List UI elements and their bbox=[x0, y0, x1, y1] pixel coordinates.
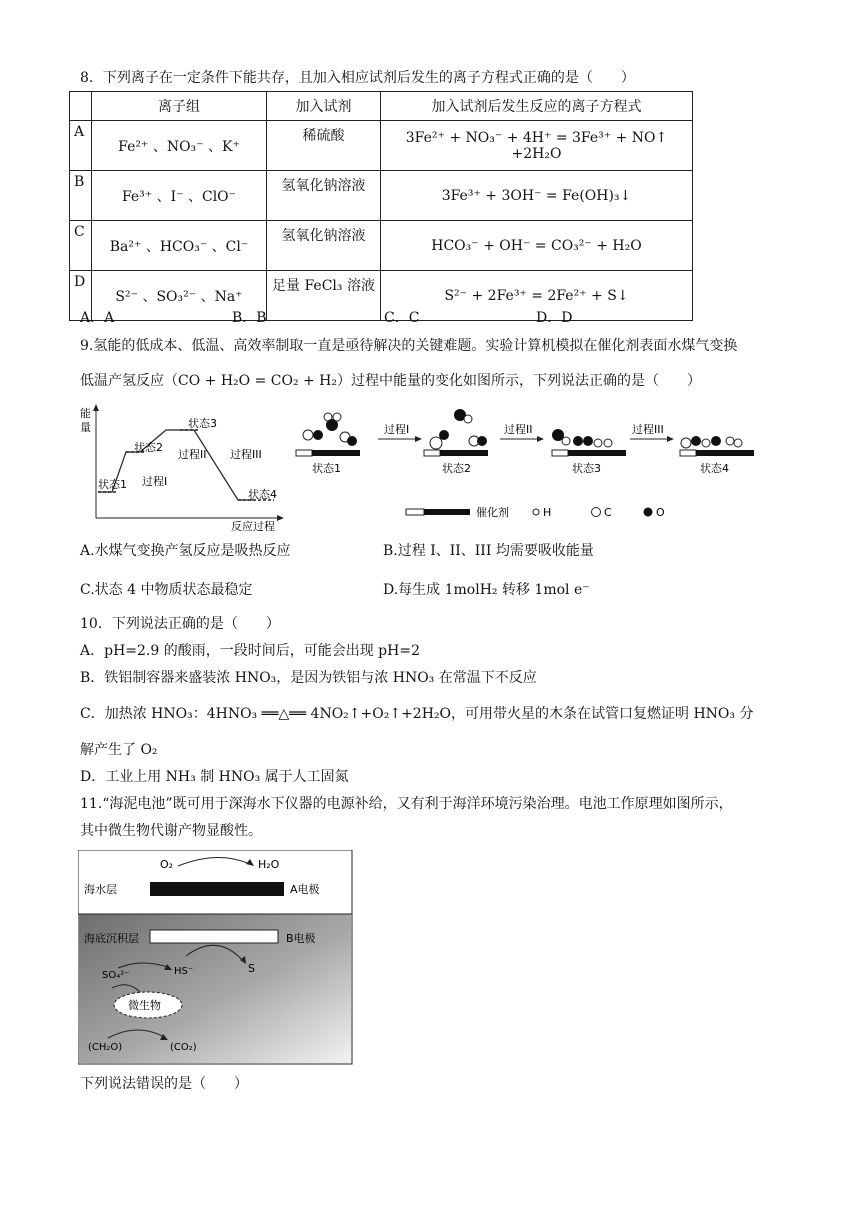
table-header-reagent: 加入试剂 bbox=[267, 92, 381, 121]
legend-catalyst: 催化剂 bbox=[476, 506, 509, 519]
q9-stem-line1: 9.氢能的低成本、低温、高效率制取一直是亟待解决的关键难题。实验计算机模拟在催化剂表面水煤气变换 bbox=[80, 338, 738, 354]
state2-illustration bbox=[424, 409, 488, 475]
legend bbox=[406, 505, 665, 519]
state2-label: 状态2 bbox=[134, 441, 163, 454]
q8-ion-table bbox=[69, 91, 693, 321]
arrow2-label: 过程II bbox=[504, 423, 533, 436]
q10-stem: 10．下列说法正确的是（ ） bbox=[80, 616, 280, 632]
legend-c: C bbox=[604, 506, 612, 519]
sea-mud-battery-diagram bbox=[78, 850, 353, 1065]
row-reagent: 氢氧化钠溶液 bbox=[267, 171, 381, 221]
row-reagent: 稀硫酸 bbox=[267, 121, 381, 171]
process1-label: 过程I bbox=[142, 475, 168, 488]
state4-label: 状态4 bbox=[248, 488, 277, 501]
h2o-label: H₂O bbox=[258, 858, 280, 871]
row-reagent: 足量 FeCl₃ 溶液 bbox=[267, 271, 381, 321]
q9-option-c: C.状态 4 中物质状态最稳定 bbox=[80, 582, 253, 598]
o2-label: O₂ bbox=[160, 858, 174, 871]
table-header-row bbox=[70, 92, 693, 121]
table-row bbox=[70, 221, 693, 271]
arrow3-label: 过程III bbox=[632, 423, 664, 436]
state2-caption: 状态2 bbox=[442, 462, 471, 475]
table-header-equation: 加入试剂后发生反应的离子方程式 bbox=[381, 92, 693, 121]
q10-option-b: B．铁铝制容器来盛装浓 HNO₃，是因为铁铝与浓 HNO₃ 在常温下不反应 bbox=[80, 670, 537, 686]
x-axis-label: 反应过程 bbox=[231, 520, 275, 533]
q8-option-d: D．D bbox=[536, 310, 573, 326]
q8-option-c: C．C bbox=[384, 310, 420, 326]
state3-illustration bbox=[552, 429, 626, 475]
state1-illustration bbox=[296, 413, 360, 475]
q8-stem: 8．下列离子在一定条件下能共存，且加入相应试剂后发生的离子方程式正确的是（ ） bbox=[80, 70, 635, 86]
sediment-label: 海底沉积层 bbox=[84, 932, 139, 945]
row-label: A bbox=[70, 121, 92, 171]
row-label: D bbox=[70, 271, 92, 321]
row-ions: Fe²⁺ 、NO₃⁻ 、K⁺ bbox=[92, 121, 267, 171]
energy-diagram bbox=[76, 400, 286, 535]
table-row bbox=[70, 271, 693, 321]
row-label: C bbox=[70, 221, 92, 271]
q9-option-a: A.水煤气变换产氢反应是吸热反应 bbox=[80, 543, 291, 559]
y-axis-label-1: 能 bbox=[80, 407, 91, 420]
row-reagent: 氢氧化钠溶液 bbox=[267, 221, 381, 271]
state3-caption: 状态3 bbox=[572, 462, 601, 475]
b-electrode-label: B电极 bbox=[286, 932, 316, 945]
state1-caption: 状态1 bbox=[312, 462, 341, 475]
q9-stem-line2: 低温产氢反应（CO + H₂O = CO₂ + H₂）过程中能量的变化如图所示，下列说法正确的是（ ） bbox=[80, 373, 702, 389]
row-ions: Ba²⁺ 、HCO₃⁻ 、Cl⁻ bbox=[92, 221, 267, 271]
state4-caption: 状态4 bbox=[700, 462, 729, 475]
state3-label: 状态3 bbox=[188, 417, 217, 430]
q8-option-b: B．B bbox=[232, 310, 267, 326]
row-ions: S²⁻ 、SO₃²⁻ 、Na⁺ bbox=[92, 271, 267, 321]
process3-label: 过程III bbox=[230, 448, 262, 461]
q10-option-d: D．工业上用 NH₃ 制 HNO₃ 属于人工固氮 bbox=[80, 769, 349, 785]
q11-stem-line2: 其中微生物代谢产物显酸性。 bbox=[80, 823, 262, 839]
q9-option-b: B.过程 I、II、III 均需要吸收能量 bbox=[383, 543, 594, 559]
q10-option-a: A．pH=2.9 的酸雨，一段时间后，可能会出现 pH=2 bbox=[80, 643, 420, 659]
so4-label: SO₄²⁻ bbox=[102, 970, 130, 981]
q10-option-c-line1: C．加热浓 HNO₃：4HNO₃ ══△══ 4NO₂↑+O₂↑+2H₂O，可用带火星的木条在试管口复燃证明 HNO₃ 分 bbox=[80, 706, 754, 722]
y-axis-label-2: 量 bbox=[80, 421, 91, 434]
legend-o: O bbox=[656, 506, 665, 519]
b-electrode bbox=[150, 930, 278, 943]
table-row bbox=[70, 121, 693, 171]
arrow1-label: 过程I bbox=[384, 423, 410, 436]
q8-option-a: A．A bbox=[80, 310, 115, 326]
row-equation: 3Fe²⁺ + NO₃⁻ + 4H⁺ = 3Fe³⁺ + NO↑ +2H₂O bbox=[381, 121, 693, 171]
catalyst-states-illustration bbox=[290, 405, 760, 525]
table-header-ions: 离子组 bbox=[92, 92, 267, 121]
state4-illustration bbox=[680, 436, 754, 475]
hs-label: HS⁻ bbox=[174, 966, 194, 977]
q10-option-c-line2: 解产生了 O₂ bbox=[80, 742, 158, 758]
co2-label: (CO₂) bbox=[170, 1042, 197, 1053]
row-equation: HCO₃⁻ + OH⁻ = CO₃²⁻ + H₂O bbox=[381, 221, 693, 271]
process2-label: 过程II bbox=[178, 448, 207, 461]
ch2o-label: (CH₂O) bbox=[88, 1042, 123, 1053]
row-label: B bbox=[70, 171, 92, 221]
a-electrode bbox=[150, 882, 284, 896]
seawater-label: 海水层 bbox=[84, 883, 117, 896]
row-equation: S²⁻ + 2Fe³⁺ = 2Fe²⁺ + S↓ bbox=[381, 271, 693, 321]
q9-option-d: D.每生成 1molH₂ 转移 1mol e⁻ bbox=[383, 582, 590, 598]
table-row bbox=[70, 171, 693, 221]
table-header-label bbox=[70, 92, 92, 121]
row-ions: Fe³⁺ 、I⁻ 、ClO⁻ bbox=[92, 171, 267, 221]
state1-label: 状态1 bbox=[98, 478, 127, 491]
q11-stem-line1: 11.“海泥电池”既可用于深海水下仪器的电源补给，又有利于海洋环境污染治理。电池工作原理如图所示， bbox=[80, 796, 733, 812]
legend-h: H bbox=[543, 506, 552, 519]
q11-tail: 下列说法错误的是（ ） bbox=[80, 1076, 248, 1092]
a-electrode-label: A电极 bbox=[290, 883, 320, 896]
row-equation: 3Fe³⁺ + 3OH⁻ = Fe(OH)₃↓ bbox=[381, 171, 693, 221]
s-label: S bbox=[248, 962, 255, 975]
microbe-label: 微生物 bbox=[128, 999, 161, 1012]
